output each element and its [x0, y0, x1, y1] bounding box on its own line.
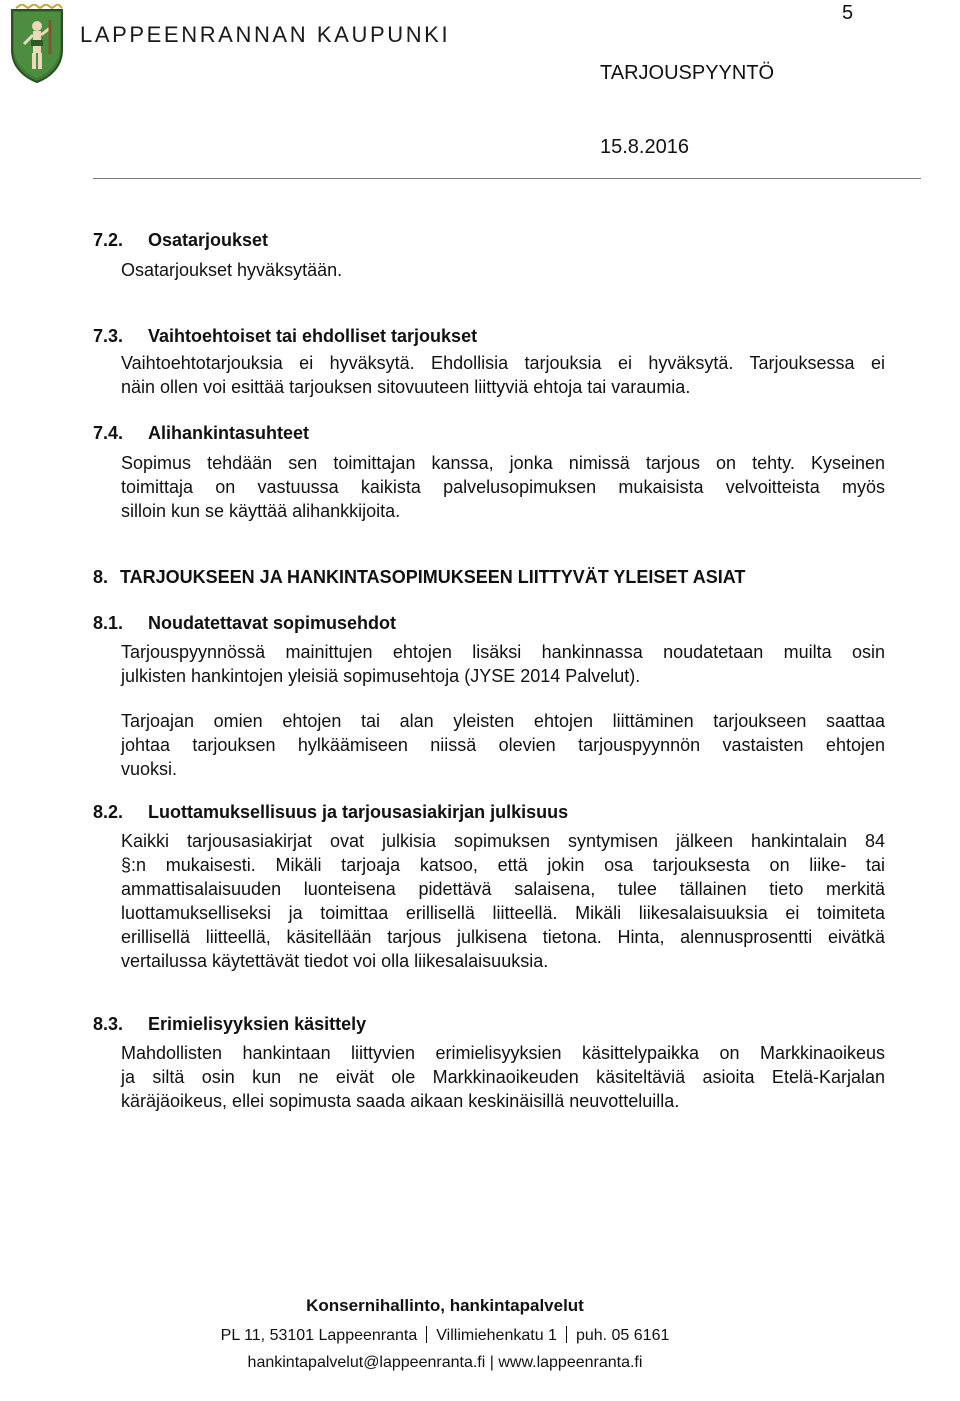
section-7-4-heading — [93, 423, 309, 444]
footer-po-box: PL 11, 53101 Lappeenranta — [220, 1327, 418, 1344]
paragraph-line: erillisellä liitteellä, käsitellään tarjous julkisena tietona. Hinta, alennusprosentti eivätkä — [121, 927, 885, 947]
paragraph-line: vertailussa käytettävät tiedot voi olla liikesalaisuuksia. — [121, 951, 549, 971]
section-number: 8.3. — [93, 1014, 124, 1034]
section-title: Noudatettavat sopimusehdot — [148, 613, 397, 633]
paragraph-line: §:n mukaisesti. Mikäli tarjoaja katsoo, että jokin osa tarjouksesta on liike- tai — [121, 855, 885, 875]
section-8-1-paragraph-2 — [121, 709, 885, 781]
paragraph-line: Tarjouspyynnössä mainittujen ehtojen lisäksi hankinnassa noudatetaan muilta osin — [121, 642, 885, 662]
section-number: 7.2. — [93, 230, 124, 250]
section-8-1-paragraph-1 — [121, 640, 885, 688]
paragraph-line: ammattisalaisuuden luonteisena pidettävä salaisena, tulee tällainen tieto merkitä — [121, 879, 885, 899]
paragraph-line: vuoksi. — [121, 759, 178, 779]
section-title: Alihankintasuhteet — [148, 423, 310, 443]
header-divider — [93, 178, 921, 179]
section-8-3-paragraph — [121, 1041, 885, 1113]
section-8-2-heading — [93, 802, 568, 823]
section-8-heading — [93, 567, 745, 588]
section-number: 7.4. — [93, 423, 124, 443]
section-title: Osatarjoukset — [148, 230, 269, 250]
paragraph-line: ja siltä osin kun ne eivät ole Markkinaoikeuden käsiteltäviä asioita Etelä-Karjalan — [121, 1067, 885, 1087]
section-title: Vaihtoehtoiset tai ehdolliset tarjoukset — [148, 326, 478, 346]
paragraph-line: luottamukselliseksi ja toimittaa erillisellä liitteellä. Mikäli liikesalaisuuksia ei toimiteta — [121, 903, 885, 923]
section-title: Erimielisyyksien käsittely — [148, 1014, 367, 1034]
footer-street: Villimiehenkatu 1 — [436, 1327, 557, 1344]
section-number: 8. — [93, 567, 109, 587]
section-8-3-heading — [93, 1014, 366, 1035]
footer-website-link[interactable]: www.lappeenranta.fi — [498, 1354, 643, 1371]
paragraph-line: Sopimus tehdään sen toimittajan kanssa, jonka nimissä tarjous on tehty. Kyseinen — [121, 453, 885, 473]
paragraph-line: Tarjoajan omien ehtojen tai alan yleisten ehtojen liittäminen tarjoukseen saattaa — [121, 711, 885, 731]
paragraph-line: silloin kun se käyttää alihankkijoita. — [121, 501, 401, 521]
section-title: TARJOUKSEEN JA HANKINTASOPIMUKSEEN LIITTYVÄT YLEISET ASIAT — [120, 567, 746, 587]
footer-organization: Konsernihallinto, hankintapalvelut — [306, 1296, 584, 1315]
footer-separator: | — [485, 1354, 499, 1371]
document-type: TARJOUSPYYNTÖ — [600, 62, 775, 84]
page-number: 5 — [842, 2, 854, 24]
footer-separator — [426, 1326, 427, 1343]
paragraph-line: Mahdollisten hankintaan liittyvien erimielisyyksien käsittelypaikka on Markkinaoikeus — [121, 1043, 885, 1063]
paragraph-line: käräjäoikeus, ellei sopimusta saada aikaan keskinäisillä neuvotteluilla. — [121, 1091, 680, 1111]
paragraph-line: julkisten hankintojen yleisiä sopimusehtoja (JYSE 2014 Palvelut). — [121, 666, 641, 686]
section-8-2-paragraph — [121, 829, 885, 973]
paragraph-line: toimittaja on vastuussa kaikista palvelusopimuksen mukaisista velvoitteista myös — [121, 477, 885, 497]
paragraph-line: Kaikki tarjousasiakirjat ovat julkisia sopimuksen syntymisen jälkeen hankintalain 84 — [121, 831, 885, 851]
section-7-3-paragraph — [121, 351, 885, 399]
section-title: Luottamuksellisuus ja tarjousasiakirjan julkisuus — [148, 802, 569, 822]
section-number: 8.1. — [93, 613, 124, 633]
paragraph-line: Vaihtoehtotarjouksia ei hyväksytä. Ehdollisia tarjouksia ei hyväksytä. Tarjouksessa ei — [121, 353, 885, 373]
document-date: 15.8.2016 — [600, 136, 689, 158]
section-number: 8.2. — [93, 802, 124, 822]
section-7-3-heading — [93, 326, 477, 347]
paragraph-line: näin ollen voi esittää tarjouksen sitovuuteen liittyviä ehtoja tai varaumia. — [121, 377, 691, 397]
footer-contact — [0, 1354, 890, 1372]
paragraph-line: johtaa tarjouksen hylkäämiseen niissä olevien tarjouspyynnön vastaisten ehtojen — [121, 735, 885, 755]
footer-email-link[interactable]: hankintapalvelut@lappeenranta.fi — [247, 1354, 486, 1371]
section-7-2-text: Osatarjoukset hyväksytään. — [121, 260, 343, 280]
section-7-2-heading — [93, 230, 268, 251]
section-7-4-paragraph — [121, 451, 885, 523]
organization-name: LAPPEENRANNAN KAUPUNKI — [80, 22, 451, 47]
coat-of-arms-logo — [8, 4, 66, 84]
footer-separator — [566, 1326, 567, 1343]
footer-address — [0, 1326, 890, 1345]
section-number: 7.3. — [93, 326, 124, 346]
footer-phone: puh. 05 6161 — [575, 1327, 670, 1344]
section-8-1-heading — [93, 613, 396, 634]
